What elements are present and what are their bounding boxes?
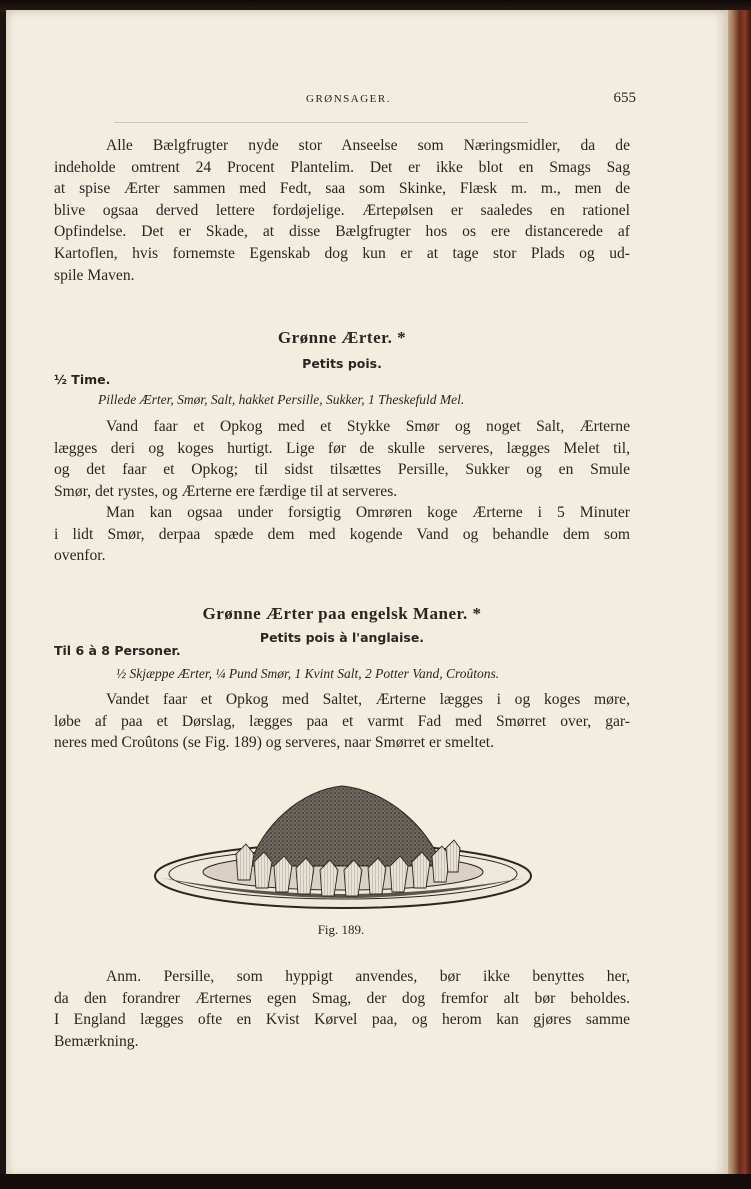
text-line: Vand faar et Opkog med et Stykke Smør og noget Salt, Ærterne: [106, 418, 630, 435]
recipe-servings: Til 6 à 8 Personer.: [54, 643, 181, 658]
text-line: Alle Bælgfrugter nyde stor Anseelse som Næringsmidler, da de: [106, 137, 630, 154]
text-line: da den forandrer Ærternes egen Smag, der dog fremfor alt bør beholdes.: [54, 989, 630, 1007]
text-line: Bemærkning.: [54, 1032, 139, 1050]
text-line: Kartoflen, hvis fornemste Egenskab dog kun er at tage stor Plads og ud-: [54, 244, 630, 262]
text-line: Anm. Persille, som hyppigt anvendes, bør ikke benyttes her,: [106, 968, 630, 985]
recipe-subtitle: Petits pois.: [302, 356, 382, 371]
intro-paragraph: [54, 135, 630, 286]
recipe-ingredients: ½ Skjæppe Ærter, ¼ Pund Smør, 1 Kvint Salt, 2 Potter Vand, Croûtons.: [116, 666, 500, 681]
text-line: Man kan ogsaa under forsigtig Omrøren koge Ærterne i 5 Minuter: [106, 504, 630, 521]
recipe-method: [54, 689, 630, 754]
running-head: [66, 88, 636, 112]
book-spine: [726, 10, 751, 1176]
text-line: og det faar et Opkog; til sidst tilsættes Persille, Sukker og en Smule: [54, 461, 630, 479]
text-line: i lidt Smør, derpaa spæde dem med kogende Vand og behandle dem som: [54, 525, 630, 543]
running-head-title: GRØNSAGER.: [306, 93, 391, 105]
text-line: indeholde omtrent 24 Procent Plantelim. Det er ikke blot en Smags Sag: [54, 158, 630, 176]
page-number: 655: [613, 90, 636, 106]
text-line: Vandet faar et Opkog med Saltet, Ærterne lægges i og koges møre,: [106, 691, 630, 708]
header-rule: [114, 122, 528, 123]
figure-caption: Fig. 189.: [317, 922, 365, 937]
text-line: neres med Croûtons (se Fig. 189) og serveres, naar Smørret er smeltet.: [54, 734, 494, 752]
book-page: [6, 10, 728, 1176]
text-line: blive ogsaa derved lettere fordøjelige. Ærtepølsen er saaledes en rationel: [54, 201, 630, 219]
recipe-time: ½ Time.: [54, 372, 111, 387]
recipe-ingredients: Pillede Ærter, Smør, Salt, hakket Persille, Sukker, 1 Theskefuld Mel.: [98, 392, 465, 407]
text-line: ovenfor.: [54, 547, 106, 565]
recipe-subtitle: Petits pois à l'anglaise.: [259, 630, 425, 645]
text-line: Smør, det rystes, og Ærterne ere færdige til at serveres.: [54, 482, 398, 500]
recipe-title: Grønne Ærter paa engelsk Maner. *: [202, 604, 482, 623]
peas-dish-illustration: [150, 768, 536, 920]
book-edge-bottom: [0, 1174, 751, 1189]
text-line: løbe af paa et Dørslag, lægges paa et varmt Fad med Smørret over, gar-: [54, 712, 630, 730]
recipe-title: Grønne Ærter. *: [277, 328, 407, 347]
text-line: I England lægges ofte en Kvist Kørvel paa, og herom kan gjøres samme: [54, 1011, 630, 1029]
note-paragraph: [54, 966, 630, 1052]
recipe-method: [54, 416, 630, 502]
text-line: spile Maven.: [54, 266, 135, 284]
text-line: lægges deri og koges hurtigt. Lige før de skulle serveres, lægges Melet til,: [54, 439, 630, 457]
recipe-variation: [54, 502, 630, 567]
text-line: at spise Ærter sammen med Fedt, saa som Skinke, Flæsk m. m., men de: [54, 180, 630, 198]
text-line: Opfindelse. Det er Skade, at disse Bælgfrugter hos os ere distancerede af: [54, 223, 630, 241]
